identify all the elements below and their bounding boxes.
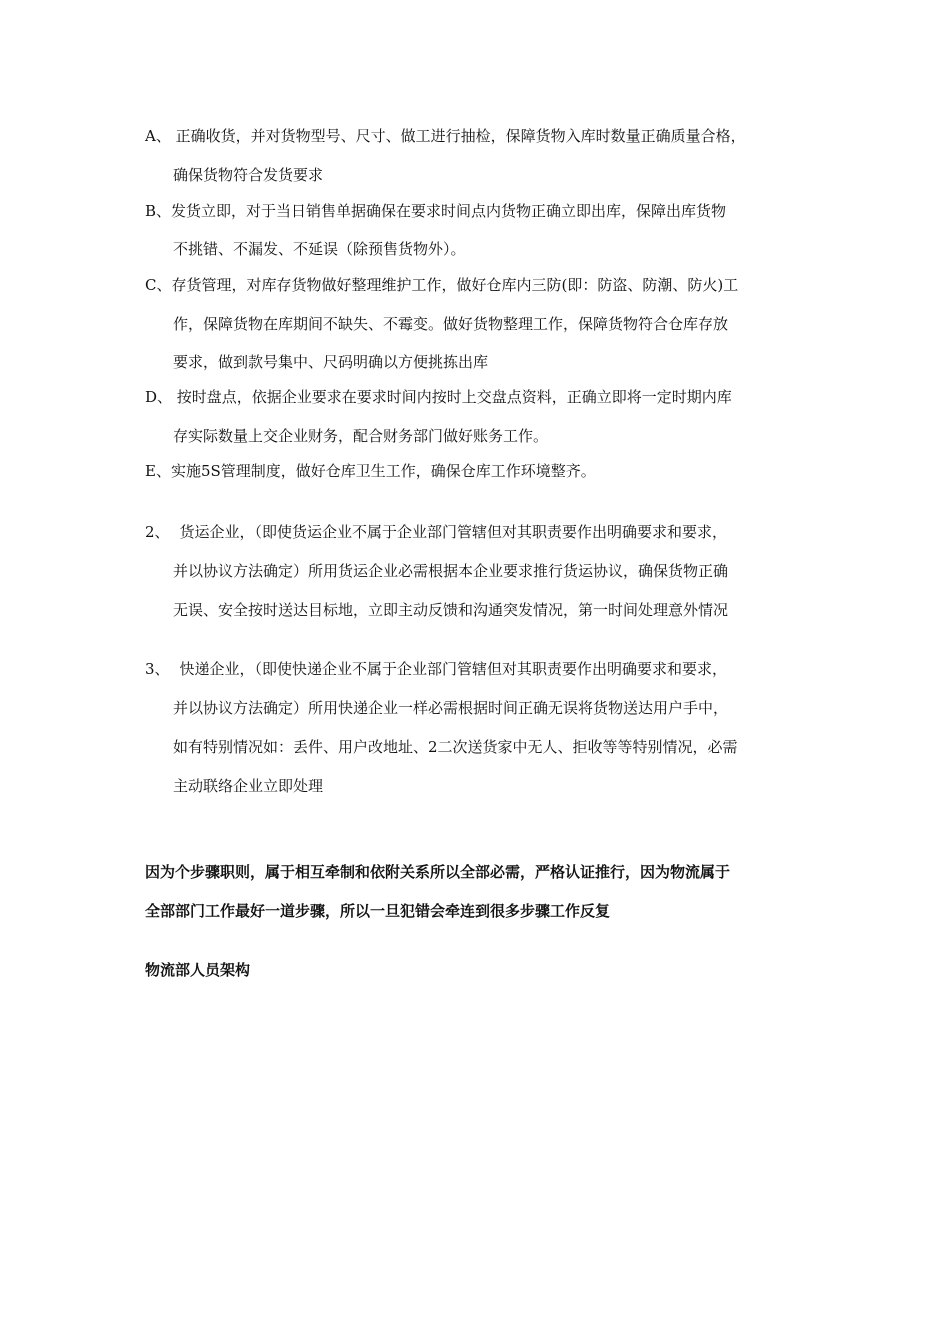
list-marker-b: B、	[145, 202, 172, 220]
list-item-c-line-2: 作，保障货物在库期间不缺失、不霉变。做好货物整理工作，保障货物符合仓库存放	[173, 315, 729, 333]
list-marker-2: 2、	[145, 523, 170, 541]
list-item-b-text: 发货立即，对于当日销售单据确保在要求时间点内货物正确立即出库，保障出库货物	[171, 202, 727, 220]
list-marker-a: A、	[145, 127, 171, 145]
list-marker-e: E、	[145, 462, 171, 480]
list-item-c-line-1	[145, 275, 738, 295]
list-item-2-line-3: 无误、安全按时送达目标地，立即主动反馈和沟通突发情况，第一时间处理意外情况	[173, 601, 729, 619]
list-item-a-text: 正确收货，并对货物型号、尺寸、做工进行抽检，保障货物入库时数量正确质量合格，	[170, 127, 746, 145]
list-item-2-line-2: 并以协议方法确定）所用货运企业必需根据本企业要求推行货运协议，确保货物正确	[173, 562, 729, 580]
list-item-b-line-1	[145, 201, 726, 221]
section-heading: 物流部人员架构	[145, 961, 251, 979]
list-marker-d: D、	[145, 388, 173, 406]
summary-line-1: 因为个步骤职则，属于相互牵制和依附关系所以全部必需，严格认证推行，因为物流属于	[145, 863, 731, 881]
list-item-a-line-1	[145, 126, 746, 146]
list-item-d-text: 按时盘点，依据企业要求在要求时间内按时上交盘点资料，正确立即将一定时期内库	[172, 388, 732, 406]
list-item-2-line-1	[145, 522, 727, 542]
list-item-3-line-4: 主动联络企业立即处理	[173, 777, 324, 795]
list-item-3-line-3: 如有特别情况如：丢件、用户改地址、2二次送货家中无人、拒收等等特别情况，必需	[173, 738, 738, 756]
list-marker-c: C、	[145, 276, 172, 294]
list-item-c-text: 存货管理，对库存货物做好整理维护工作，做好仓库内三防(即：防盗、防潮、防火)工	[171, 276, 739, 294]
list-item-3-text: 快递企业，（即使快递企业不属于企业部门管辖但对其职责要作出明确要求和要求，	[179, 660, 728, 678]
list-item-e-text: 实施5S管理制度，做好仓库卫生工作，确保仓库工作环境整齐。	[170, 462, 596, 480]
list-item-d-line-2: 存实际数量上交企业财务，配合财务部门做好账务工作。	[173, 427, 549, 445]
list-marker-3: 3、	[145, 660, 170, 678]
list-item-3-line-2: 并以协议方法确定）所用快递企业一样必需根据时间正确无误将货物送达用户手中，	[173, 699, 729, 717]
summary-line-2: 全部部门工作最好一道步骤，所以一旦犯错会牵连到很多步骤工作反复	[145, 902, 611, 920]
list-item-b-line-2: 不挑错、不漏发、不延误（除预售货物外）。	[173, 240, 466, 258]
list-item-2-text: 货运企业，（即使货运企业不属于企业部门管辖但对其职责要作出明确要求和要求，	[179, 523, 728, 541]
list-item-c-line-3: 要求，做到款号集中、尺码明确以方便挑拣出库	[173, 353, 489, 371]
list-item-e-line-1	[145, 461, 596, 481]
list-item-3-line-1	[145, 659, 727, 679]
list-item-d-line-1	[145, 387, 732, 407]
list-item-a-line-2: 确保货物符合发货要求	[173, 166, 324, 184]
